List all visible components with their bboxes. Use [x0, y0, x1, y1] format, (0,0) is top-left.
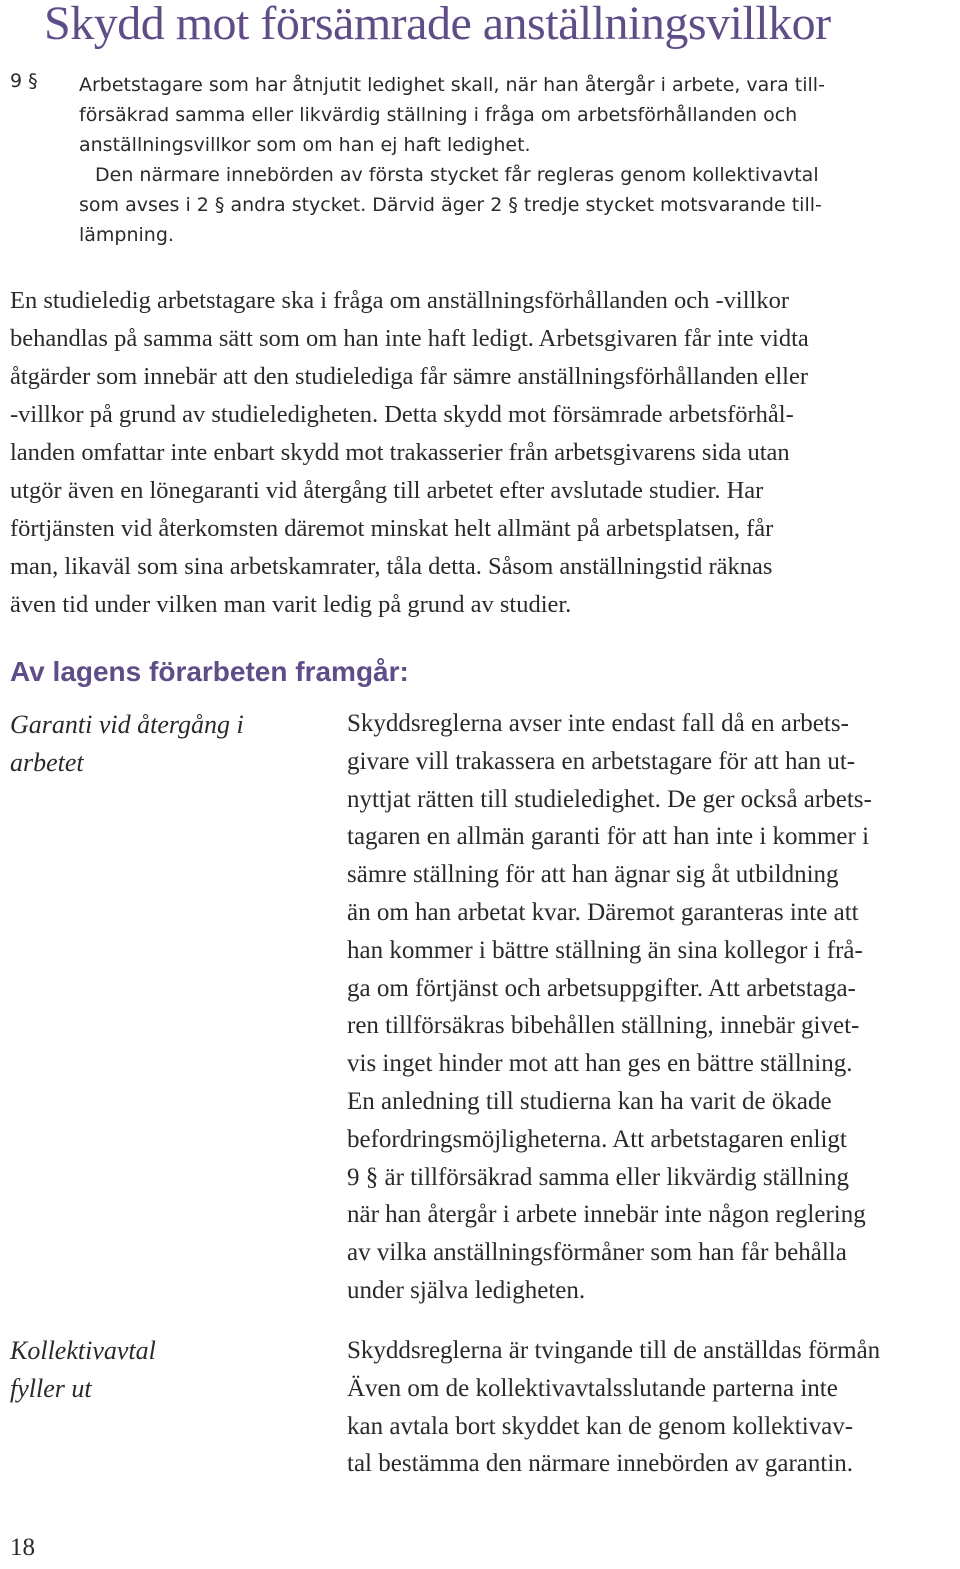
text-line: tagaren en allmän garanti för att han inte i kommer i — [347, 823, 870, 851]
body-paragraph — [347, 1332, 959, 1483]
text-line: vis inget hinder mot att han ges en bättre ställning. — [347, 1050, 853, 1078]
page-number: 18 — [10, 1534, 35, 1561]
page-title: Skydd mot försämrade anställningsvillkor — [44, 0, 831, 50]
text-line: ga om förtjänst och arbetsuppgifter. Att arbetstaga- — [347, 974, 856, 1002]
text-line: förtjänsten vid återkomsten däremot minskat helt allmänt på arbetsplatsen, får — [10, 515, 774, 542]
text-line: av vilka anställningsförmåner som han får behålla — [347, 1239, 847, 1267]
text-line: han kommer i bättre ställning än sina kollegor i frå- — [347, 936, 863, 964]
section-heading: Av lagens förarbeten framgår: — [10, 656, 409, 687]
text-line: -villkor på grund av studieledigheten. Detta skydd mot försämrade arbetsförhål- — [10, 401, 794, 428]
text-line: än om han arbetat kvar. Däremot garanteras inte att — [347, 898, 859, 926]
margin-note-line: arbetet — [10, 748, 84, 777]
text-line: åtgärder som innebär att den studielediga får sämre anställningsförhållanden eller — [10, 363, 808, 390]
law-line: lämpning. — [79, 224, 174, 246]
text-line: behandlas på samma sätt som om han inte haft ledigt. Arbetsgivaren får inte vidta — [10, 325, 809, 352]
margin-note-line: Kollektivavtal — [10, 1336, 156, 1365]
text-line: man, likaväl som sina arbetskamrater, tåla detta. Såsom anställningstid räknas — [10, 553, 773, 580]
text-line: ren tillförsäkras bibehållen ställning, innebär givet- — [347, 1012, 860, 1040]
text-line: En studieledig arbetstagare ska i fråga om anställningsförhållanden och -villkor — [10, 287, 789, 314]
text-line: Skyddsreglerna avser inte endast fall då en arbets- — [347, 710, 849, 737]
text-line: när han återgår i arbete innebär inte någon reglering — [347, 1201, 866, 1229]
law-line: Arbetstagare som har åtnjutit ledighet skall, när han återgår i arbete, vara till- — [79, 74, 825, 96]
margin-note — [10, 706, 330, 782]
text-line: även tid under vilken man varit ledig på grund av studier. — [10, 591, 572, 618]
text-line: sämre ställning för att han ägnar sig åt utbildning — [347, 861, 839, 889]
text-line: utgör även en lönegaranti vid återgång till arbetet efter avslutade studier. Har — [10, 477, 764, 504]
margin-note-line: Garanti vid återgång i — [10, 710, 244, 739]
text-line: 9 § är tillförsäkrad samma eller likvärdig ställning — [347, 1163, 849, 1191]
text-line: under själva ledigheten. — [347, 1276, 586, 1304]
text-line: givare vill trakassera en arbetstagare för att han ut- — [347, 747, 856, 775]
text-line: Även om de kollektivavtalsslutande parterna inte — [347, 1374, 838, 1402]
law-section-number: 9 § — [10, 70, 38, 92]
body-paragraph — [347, 705, 959, 1310]
text-line: tal bestämma den närmare innebörden av garantin. — [347, 1450, 854, 1478]
law-line: Den närmare innebörden av första stycket får regleras genom kollektivavtal — [95, 164, 819, 186]
text-line: landen omfattar inte enbart skydd mot trakasserier från arbetsgivarens sida utan — [10, 439, 790, 466]
text-line: Skyddsreglerna är tvingande till de anställdas förmån — [347, 1337, 881, 1364]
text-line: En anledning till studierna kan ha varit de ökade — [347, 1087, 832, 1115]
law-line: anställningsvillkor som om han ej haft ledighet. — [79, 134, 531, 156]
intro-paragraph — [10, 282, 958, 624]
law-line: försäkrad samma eller likvärdig ställning i fråga om arbetsförhållanden och — [79, 104, 798, 126]
margin-note-line: fyller ut — [10, 1374, 92, 1403]
text-line: kan avtala bort skyddet kan de genom kollektivav- — [347, 1412, 854, 1440]
text-line: nyttjat rätten till studieledighet. De ger också arbets- — [347, 785, 872, 813]
law-text — [79, 70, 909, 250]
text-line: befordringsmöjligheterna. Att arbetstagaren enligt — [347, 1125, 847, 1153]
law-line: som avses i 2 § andra stycket. Därvid äger 2 § tredje stycket motsvarande till- — [79, 194, 822, 216]
margin-note — [10, 1332, 330, 1408]
